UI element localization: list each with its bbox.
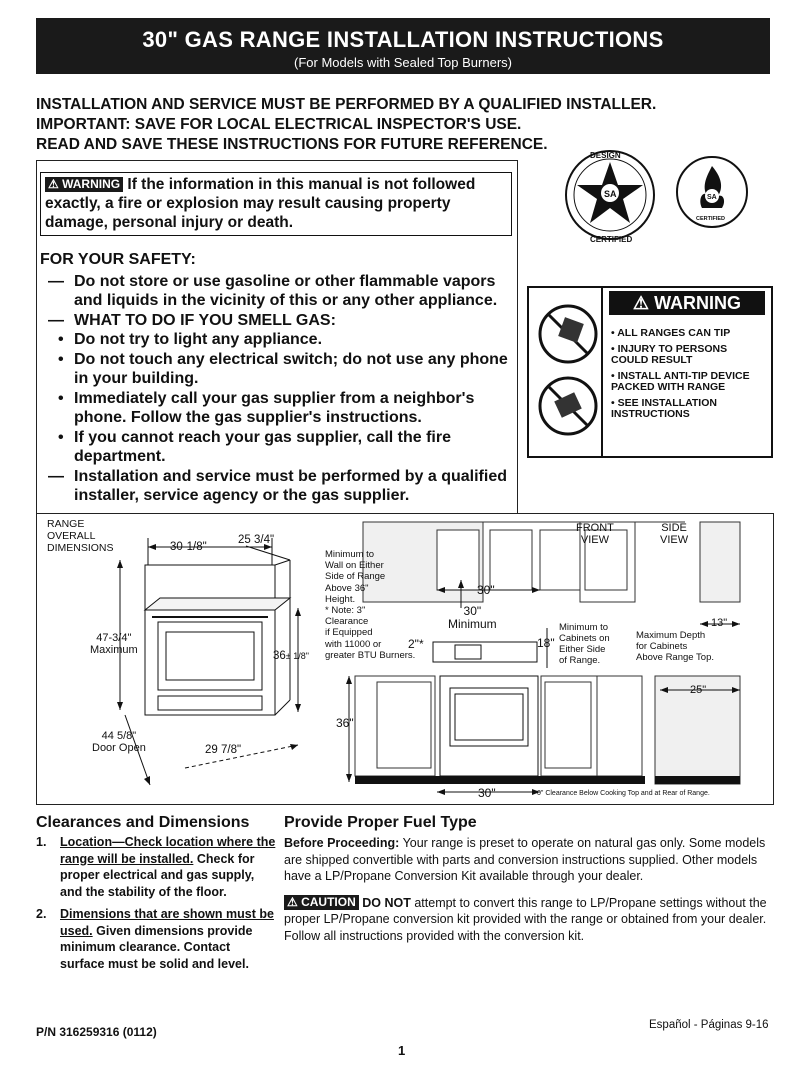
bullet-mark: • <box>58 350 64 368</box>
notice-line: IMPORTANT: SAVE FOR LOCAL ELECTRICAL INSPECTOR'S USE. <box>36 116 522 133</box>
safety-text: Installation and service must be performed by a qualified <box>74 467 507 485</box>
fire-warning-box <box>40 172 512 236</box>
cabinet-depth-dimension: 13" <box>711 617 728 629</box>
min-height-dimension: 30" Minimum <box>448 604 497 631</box>
csa-mark-text: SA <box>707 194 717 201</box>
safety-heading: FOR YOUR SAFETY: <box>40 251 196 268</box>
dash-mark: — <box>48 311 64 329</box>
notice-line: INSTALLATION AND SERVICE MUST BE PERFORMED BY A QUALIFIED INSTALLER. <box>36 96 657 113</box>
safety-text: department. <box>74 448 166 465</box>
range-dimensions-title: RANGE OVERALL DIMENSIONS <box>47 518 114 554</box>
dash-mark: — <box>48 467 64 485</box>
depth2-dimension: 29 7/8" <box>205 744 242 756</box>
logo-text-top: DESIGN <box>590 151 621 160</box>
max-height-dimension: 47-3/4" Maximum <box>90 632 138 656</box>
wall-clearance-note: Minimum to Wall on Either Side of Range Above 36" Height. * Note: 3" Clearance if Equipped with 11000 or greater BTU Burners. <box>325 549 416 661</box>
safety-section <box>40 250 510 506</box>
warning-text: If the information in this manual is not followed <box>127 176 476 193</box>
width-dimension: 30-1/8" <box>170 541 207 553</box>
safety-text: phone. Follow the gas supplier's instructions. <box>74 409 422 426</box>
caution-label: ⚠ CAUTION <box>284 895 359 910</box>
logo-text-certified: CERTIFIED <box>696 216 726 222</box>
door-open-dimension: 44 5/8" Door Open <box>92 730 146 754</box>
bullet-mark: • <box>58 389 64 407</box>
safety-text: Do not touch any electrical switch; do not use any phone <box>74 350 508 368</box>
page-title: 30" GAS RANGE INSTALLATION INSTRUCTIONS <box>142 27 664 52</box>
notice-line: READ AND SAVE THESE INSTRUCTIONS FOR FUTURE REFERENCE. <box>36 136 548 153</box>
depth-dimension: 25 3/4" <box>238 534 275 546</box>
logo-text-bottom: CERTIFIED <box>590 235 633 244</box>
fuel-heading: Provide Proper Fuel Type <box>284 814 477 831</box>
safety-text: in your building. <box>74 370 199 387</box>
tip-warning-list <box>611 328 766 421</box>
zero-clearance-note: 0" Clearance Below Cooking Top and at Rear of Range. <box>537 790 710 797</box>
safety-text: Immediately call your gas supplier from a neighbor's <box>74 389 475 407</box>
csa-mark-text: SA <box>604 189 617 199</box>
tip-over-icons <box>535 300 601 450</box>
fuel-paragraph: Before Proceeding: Your range is preset to operate on natural gas only. Some models are shipped convertible with parts and conversion instructions supplied. Other models have a LP/Propane Conversion Kit available through your dealer. <box>284 836 766 883</box>
warning-text: damage, personal injury or death. <box>45 214 294 231</box>
bullet-mark: • <box>58 331 64 348</box>
height-dimension: 36± 1/8" <box>273 650 309 662</box>
safety-text: installer, service agency or the gas supplier. <box>74 487 410 504</box>
list-item: • SEE INSTALLATION INSTRUCTIONS <box>611 396 717 420</box>
csa-flame-logo <box>672 152 752 232</box>
min-cabinets-note: Minimum to Cabinets on Either Side of Range. <box>559 622 610 666</box>
dash-mark: — <box>48 272 64 290</box>
warning-text: exactly, a fire or explosion may result causing property <box>45 195 451 212</box>
list-item: • ALL RANGES CAN TIP <box>611 327 731 339</box>
bullet-mark: • <box>58 428 64 446</box>
tip-warning-box <box>527 286 773 458</box>
page-number: 1 <box>398 1043 406 1058</box>
side-view-label: SIDE VIEW <box>660 522 689 546</box>
spanish-pages: Español - Páginas 9-16 <box>649 1019 769 1031</box>
page-subtitle: (For Models with Sealed Top Burners) <box>294 55 512 70</box>
fuel-section <box>284 814 772 944</box>
counter-height-dimension: 36" <box>336 716 354 730</box>
safety-text: If you cannot reach your gas supplier, call the fire <box>74 428 451 446</box>
clearances-heading: Clearances and Dimensions <box>36 814 250 831</box>
caution-paragraph: ⚠ CAUTION DO NOT attempt to convert this range to LP/Propane settings without the proper LP/Propane conversion kit provided with the range or obtained from your dealer. Follow all instructions provided with the conversion kit. <box>284 894 767 943</box>
cabinet-height-dimension: 18" <box>537 636 555 650</box>
safety-text: Do not store or use gasoline or other flammable vapors <box>74 272 496 290</box>
front-view-label: FRONT VIEW <box>576 522 614 546</box>
tip-warning-label: ⚠ WARNING <box>609 291 765 315</box>
clearance-item: 1. Location—Check location where the range will be installed. Check for proper electrical and gas supply, and the stability of the floor. <box>36 835 276 899</box>
bottom-width-dimension: 30" <box>478 786 496 800</box>
safety-text: and liquids in the vicinity of this or any other appliance. <box>74 292 498 309</box>
max-depth-note: Maximum Depth for Cabinets Above Range Top. <box>636 630 714 663</box>
top-width-dimension: 30" <box>477 583 495 597</box>
title-banner <box>36 18 770 74</box>
list-item: • INSTALL ANTI-TIP DEVICE PACKED WITH RANGE <box>611 369 750 393</box>
side-gap-dimension: 2"* <box>408 637 424 651</box>
design-certified-logo <box>555 145 665 245</box>
list-item: • INJURY TO PERSONS COULD RESULT <box>611 342 728 366</box>
counter-depth-dimension: 25" <box>690 684 707 696</box>
clearances-section <box>36 814 276 972</box>
clearance-item: 2. Dimensions that are shown must be used. Given dimensions provide minimum clearance. Contact surface must be solid and level. <box>36 907 274 971</box>
warning-label: ⚠ WARNING <box>45 177 123 192</box>
safety-text: Do not try to light any appliance. <box>74 331 323 348</box>
part-number: P/N 316259316 (0112) <box>36 1025 157 1039</box>
safety-text: WHAT TO DO IF YOU SMELL GAS: <box>74 311 336 329</box>
